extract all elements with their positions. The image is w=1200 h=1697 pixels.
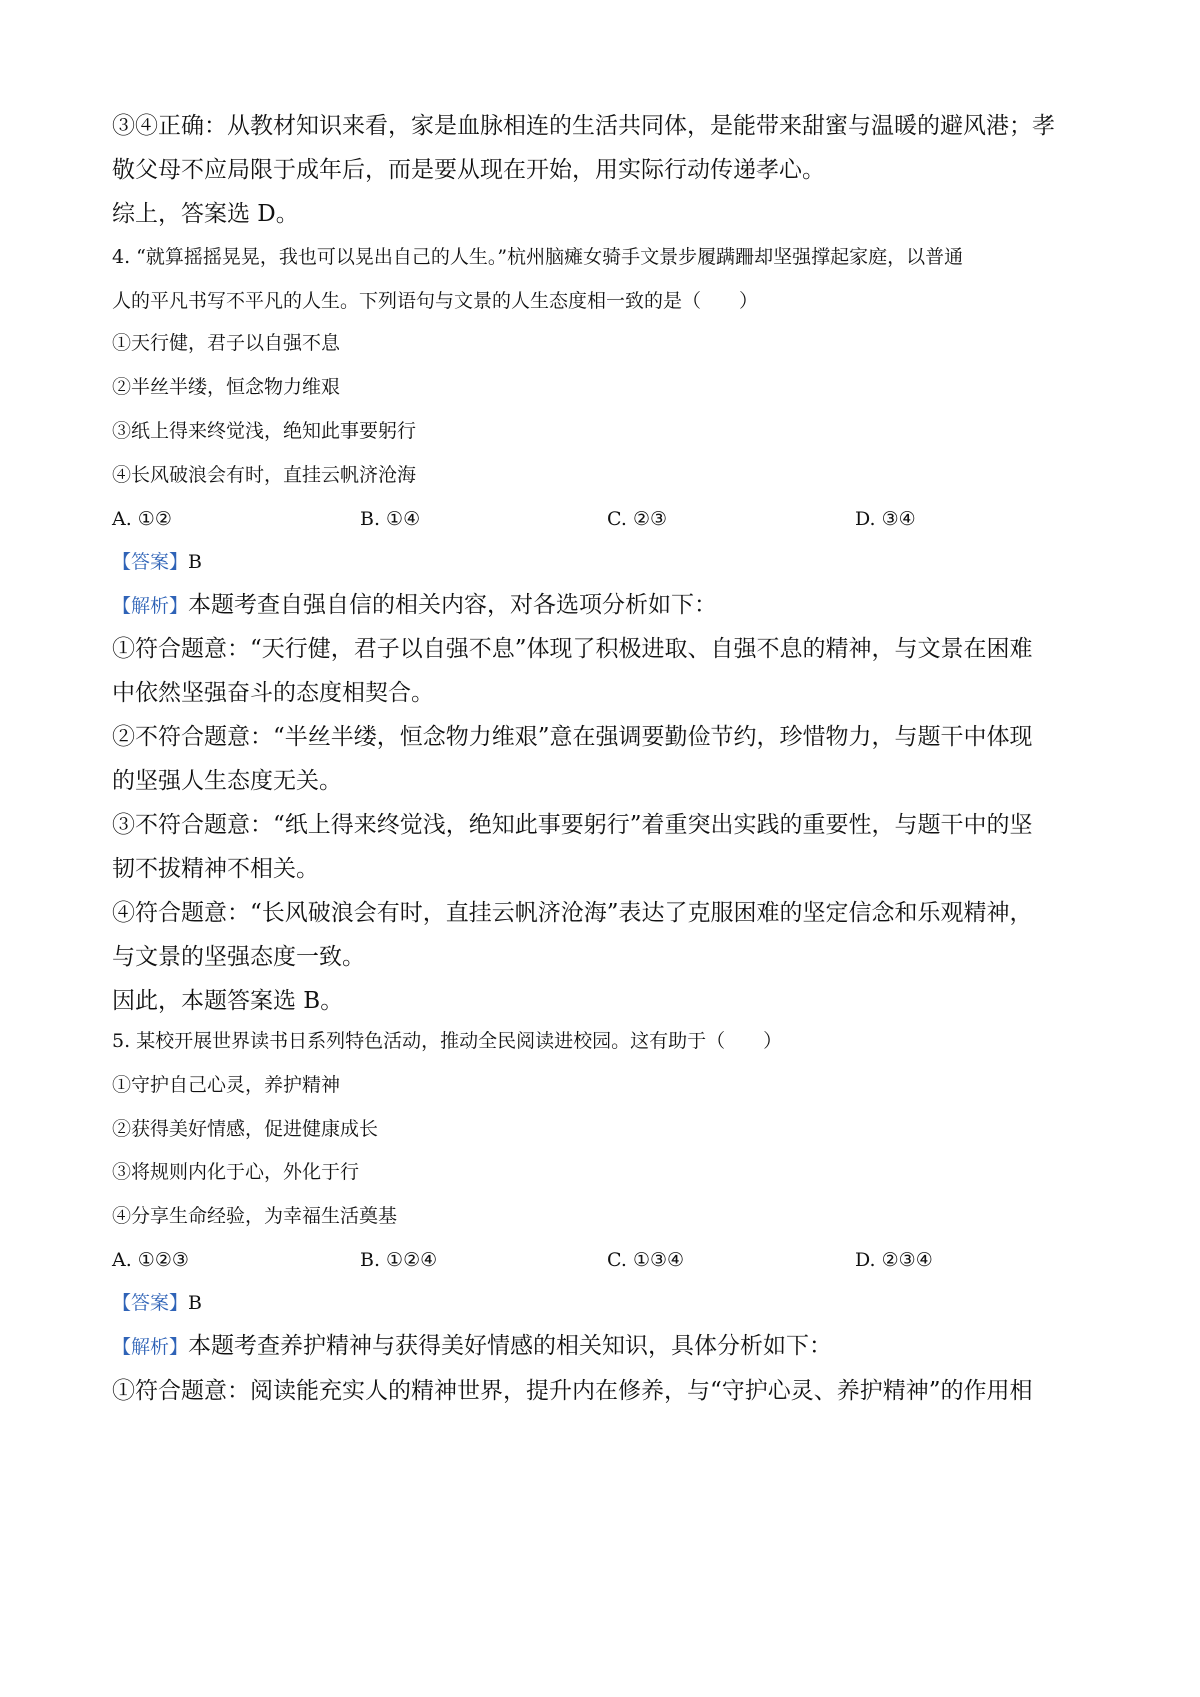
q4-conclusion: 因此，本题答案选 B。: [112, 988, 344, 1014]
q4-option-b: B. ①④: [360, 508, 421, 530]
q4-analysis-intro: [112, 594, 1102, 617]
prev-analysis-line-1: ③④正确：从教材知识来看，家是血脉相连的生活共同体，是能带来甜蜜与温暖的避风港；孝: [112, 113, 1055, 139]
q5-option-d: D. ②③④: [855, 1249, 933, 1271]
q4-analysis-3-line-1: ③不符合题意：“纸上得来终觉浅，绝知此事要躬行”着重突出实践的重要性，与题干中的坚: [112, 812, 1033, 838]
q4-analysis-intro-text: 本题考查自强自信的相关内容，对各选项分析如下：: [188, 592, 718, 618]
q5-analysis-1-line-1: ①符合题意：阅读能充实人的精神世界，提升内在修养，与“守护心灵、养护精神”的作用相: [112, 1378, 1033, 1404]
q5-answer: [112, 1294, 1102, 1313]
q4-analysis-tag: 【解析】: [112, 595, 189, 617]
q4-analysis-1-line-1: ①符合题意：“天行健，君子以自强不息”体现了积极进取、自强不息的精神，与文景在困难: [112, 636, 1033, 662]
q4-item-1: ①天行健，君子以自强不息: [112, 332, 341, 354]
q5-answer-value: B: [188, 1292, 202, 1314]
prev-conclusion: 综上，答案选 D。: [112, 201, 299, 227]
q5-analysis-intro-text: 本题考查养护精神与获得美好情感的相关知识，具体分析如下：: [188, 1333, 833, 1359]
q4-analysis-1-line-2: 中依然坚强奋斗的态度相契合。: [112, 680, 434, 706]
q5-answer-tag: 【答案】: [112, 1292, 189, 1314]
q4-item-3: ③纸上得来终觉浅，绝知此事要躬行: [112, 420, 417, 442]
q5-stem: 5. 某校开展世界读书日系列特色活动，推动全民阅读进校园。这有助于（ ）: [112, 1030, 783, 1052]
q4-analysis-2-line-1: ②不符合题意：“半丝半缕，恒念物力维艰”意在强调要勤俭节约，珍惜物力，与题干中体现: [112, 724, 1033, 750]
q5-option-c: C. ①③④: [607, 1249, 685, 1271]
prev-analysis-line-2: 敬父母不应局限于成年后，而是要从现在开始，用实际行动传递孝心。: [112, 157, 825, 183]
q5-item-1: ①守护自己心灵，养护精神: [112, 1074, 341, 1096]
q5-item-4: ④分享生命经验，为幸福生活奠基: [112, 1205, 398, 1227]
q4-stem-line-1: 4. “就算摇摇晃晃，我也可以晃出自己的人生。”杭州脑瘫女骑手文景步履蹒跚却坚强撑起家庭，以普通: [112, 246, 964, 268]
q5-analysis-tag: 【解析】: [112, 1336, 189, 1358]
q5-option-b: B. ①②④: [360, 1249, 438, 1271]
q5-option-a: A. ①②③: [112, 1249, 189, 1271]
q4-answer: [112, 553, 1102, 572]
q4-analysis-2-line-2: 的坚强人生态度无关。: [112, 768, 342, 794]
q4-analysis-4-line-2: 与文景的坚强态度一致。: [112, 944, 365, 970]
q4-option-d: D. ③④: [855, 508, 916, 530]
q4-option-c: C. ②③: [607, 508, 668, 530]
q4-option-a: A. ①②: [112, 508, 172, 530]
q4-analysis-3-line-2: 韧不拔精神不相关。: [112, 856, 319, 882]
q5-item-3: ③将规则内化于心，外化于行: [112, 1161, 360, 1183]
q5-analysis-intro: [112, 1335, 1102, 1358]
q4-item-2: ②半丝半缕，恒念物力维艰: [112, 376, 341, 398]
q4-item-4: ④长风破浪会有时，直挂云帆济沧海: [112, 464, 417, 486]
q4-answer-value: B: [188, 551, 202, 573]
q4-analysis-4-line-1: ④符合题意：“长风破浪会有时，直挂云帆济沧海”表达了克服困难的坚定信念和乐观精神，: [112, 900, 1033, 926]
q5-item-2: ②获得美好情感，促进健康成长: [112, 1118, 379, 1140]
q4-stem-line-2: 人的平凡书写不平凡的人生。下列语句与文景的人生态度相一致的是（ ）: [112, 290, 759, 312]
q4-answer-tag: 【答案】: [112, 551, 189, 573]
